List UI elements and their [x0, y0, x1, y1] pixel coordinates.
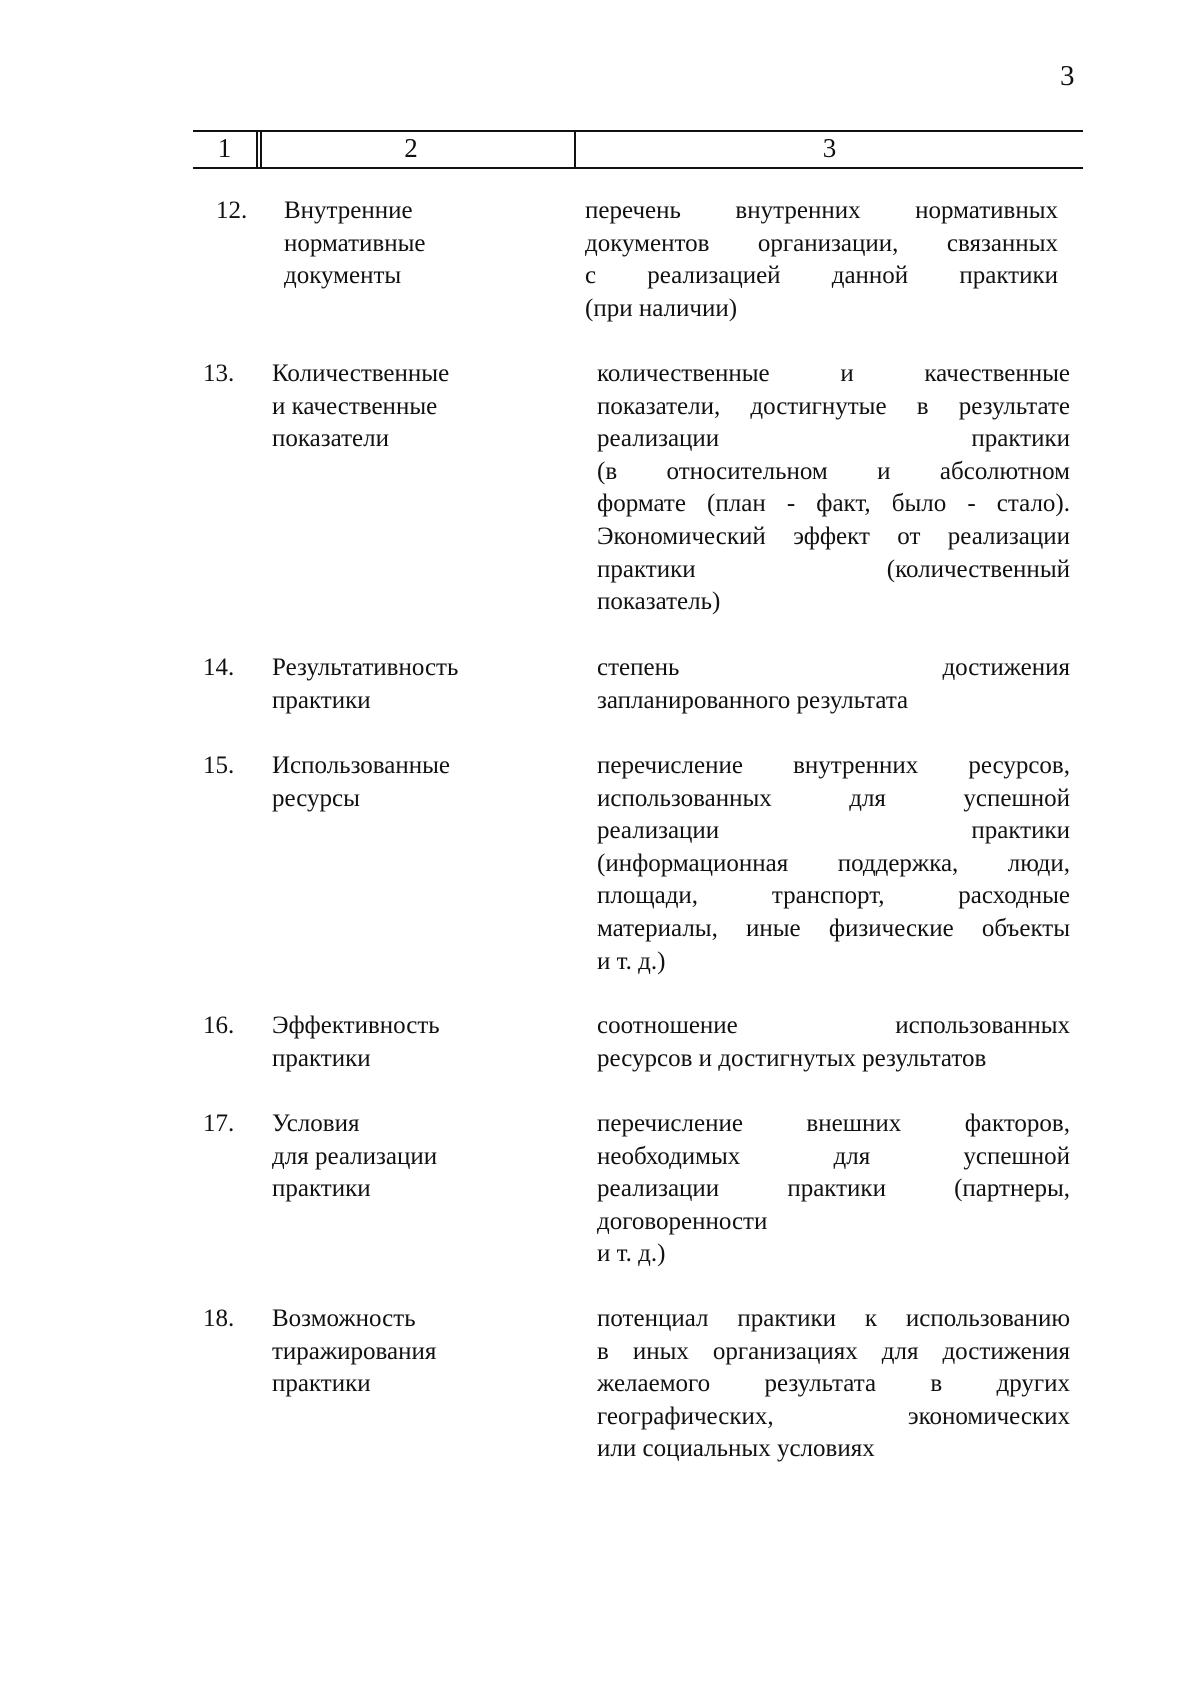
row-desc-line: документов организации, связанных — [585, 229, 1058, 257]
row-number: 13. — [203, 360, 235, 387]
row-desc-line: показатель) — [597, 588, 721, 616]
row-name-line: Использованные — [272, 752, 451, 779]
row-description — [585, 195, 1058, 325]
row-desc-line: ресурсов и достигнутых результатов — [597, 1044, 987, 1072]
table-header — [193, 130, 1083, 169]
row-desc-line: договоренности — [597, 1207, 768, 1235]
row-desc-line: и т. д.) — [597, 1240, 666, 1268]
row-desc-line: перечисление внешних факторов, — [597, 1110, 1070, 1137]
row-desc-line: реализации практики — [597, 425, 1070, 453]
header-col-1: 1 — [217, 133, 232, 163]
row-name-line: и качественные — [272, 392, 438, 420]
row-desc-line: использованных для успешной — [597, 784, 1070, 812]
row-desc-line: географических, экономических — [597, 1402, 1070, 1430]
row-name — [272, 1108, 542, 1206]
row-name — [272, 1010, 542, 1075]
row-name-line: Эффективность — [272, 1012, 440, 1039]
row-description — [597, 1108, 1070, 1271]
row-name-line: ресурсы — [272, 784, 360, 812]
row-name-line: Возможность — [272, 1305, 416, 1332]
row-desc-line: степень достижения — [597, 654, 1070, 681]
row-number: 12. — [216, 197, 248, 224]
row-desc-line: с реализацией данной практики — [585, 262, 1058, 290]
row-desc-line: практики (количественный — [597, 555, 1070, 583]
row-name — [272, 358, 542, 456]
row-desc-line: площади, транспорт, расходные — [597, 882, 1070, 910]
row-desc-line: перечисление внутренних ресурсов, — [597, 752, 1070, 779]
row-number: 17. — [203, 1110, 235, 1137]
row-description — [597, 652, 1070, 717]
row-desc-line: (при наличии) — [585, 294, 738, 322]
row-desc-line: запланированного результата — [597, 686, 909, 714]
row-desc-line: необходимых для успешной — [597, 1142, 1070, 1170]
row-name-line: для реализации — [272, 1142, 438, 1170]
row-description — [597, 750, 1070, 978]
row-desc-line: желаемого результата в других — [597, 1370, 1070, 1398]
row-name-line: документы — [284, 262, 402, 290]
row-name-line: практики — [272, 686, 371, 714]
row-desc-line: или социальных условиях — [597, 1435, 875, 1463]
row-description — [597, 1010, 1070, 1075]
header-col-3: 3 — [822, 133, 837, 163]
row-desc-line: в иных организациях для достижения — [597, 1337, 1070, 1365]
row-number: 16. — [203, 1012, 235, 1039]
row-desc-line: формате (план - факт, было - стало). — [597, 490, 1070, 518]
row-description — [597, 1303, 1070, 1466]
row-name — [272, 750, 542, 815]
row-desc-line: Экономический эффект от реализации — [597, 522, 1070, 550]
page-number: 3 — [1060, 60, 1075, 92]
row-desc-line: показатели, достигнутые в результате — [597, 392, 1070, 420]
row-name-line: показатели — [272, 425, 389, 453]
row-name — [284, 195, 554, 293]
row-description — [597, 358, 1070, 619]
row-name-line: практики — [272, 1044, 371, 1072]
row-desc-line: количественные и качественные — [597, 360, 1070, 387]
row-desc-line: реализации практики (партнеры, — [597, 1175, 1070, 1203]
row-name-line: Количественные — [272, 360, 450, 387]
row-number: 14. — [203, 654, 235, 681]
row-desc-line: и т. д.) — [597, 947, 666, 975]
row-number: 15. — [203, 752, 235, 779]
row-name-line: практики — [272, 1370, 371, 1398]
row-desc-line: соотношение использованных — [597, 1012, 1070, 1039]
row-name — [272, 652, 542, 717]
row-name-line: Условия — [272, 1110, 360, 1137]
row-name-line: нормативные — [284, 229, 426, 257]
row-name-line: практики — [272, 1175, 371, 1203]
row-desc-line: (в относительном и абсолютном — [597, 457, 1070, 485]
row-desc-line: потенциал практики к использованию — [597, 1305, 1070, 1332]
header-col-2: 2 — [404, 133, 418, 163]
row-desc-line: перечень внутренних нормативных — [585, 197, 1058, 224]
row-desc-line: реализации практики — [597, 817, 1070, 845]
row-name-line: тиражирования — [272, 1337, 437, 1365]
row-name-line: Результативность — [272, 654, 459, 681]
row-name — [272, 1303, 542, 1401]
header-separator — [256, 132, 258, 167]
row-desc-line: (информационная поддержка, люди, — [597, 849, 1070, 877]
row-name-line: Внутренние — [284, 197, 413, 224]
row-number: 18. — [203, 1305, 235, 1332]
row-desc-line: материалы, иные физические объекты — [597, 914, 1070, 942]
